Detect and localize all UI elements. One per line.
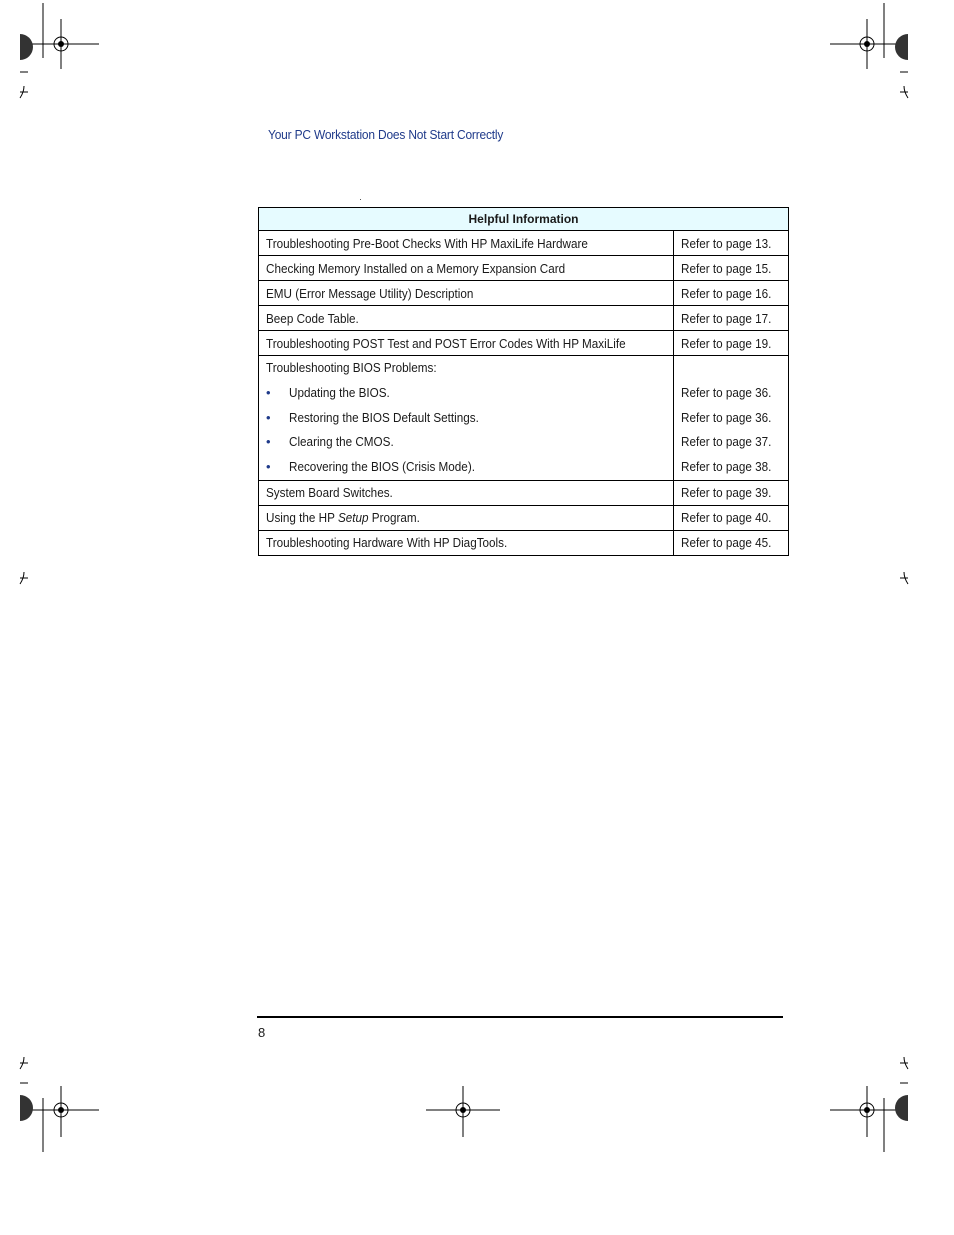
page-reference: Refer to page 16.	[680, 285, 771, 301]
page-reference: Refer to page 17.	[680, 310, 771, 326]
row-topic: Troubleshooting Pre-Boot Checks With HP MaxiLife Hardware	[266, 235, 588, 251]
footer-rule	[257, 1016, 783, 1018]
row-topic: Troubleshooting Hardware With HP DiagTools.	[266, 535, 508, 551]
page-reference: Refer to page 40.	[680, 510, 771, 526]
row-topic: Using the HP Setup Program.	[266, 510, 420, 526]
helpful-information-table	[258, 207, 789, 556]
list-item: • Clearing the CMOS.	[266, 430, 666, 455]
page-reference: Refer to page 13.	[680, 235, 771, 251]
list-item: • Updating the BIOS.	[266, 381, 666, 406]
setup-program-name: Setup	[337, 510, 369, 526]
page-reference: Refer to page 36.	[680, 409, 771, 425]
row-topic: EMU (Error Message Utility) Description	[266, 285, 474, 301]
row-topic: Beep Code Table.	[266, 310, 359, 326]
page-reference: Refer to page 45.	[680, 535, 771, 551]
table-header-row	[259, 208, 789, 231]
bullet-icon: •	[266, 459, 271, 475]
row-topic: System Board Switches.	[266, 485, 393, 501]
stray-dot	[360, 199, 361, 200]
list-item: • Restoring the BIOS Default Settings.	[266, 406, 666, 431]
table-row	[259, 231, 789, 256]
table-row-bios	[259, 356, 789, 481]
row-topic: Troubleshooting POST Test and POST Error Codes With HP MaxiLife	[266, 335, 626, 351]
page-reference: Refer to page 39.	[680, 485, 771, 501]
table-heading: Helpful Information	[259, 208, 789, 231]
list-item: • Recovering the BIOS (Crisis Mode).	[266, 455, 666, 480]
table-row	[259, 480, 789, 505]
table-row	[259, 281, 789, 306]
page-reference: Refer to page 19.	[680, 335, 771, 351]
table-row	[259, 306, 789, 331]
page-reference: Refer to page 38.	[680, 459, 771, 475]
bullet-icon: •	[266, 409, 271, 425]
page-reference: Refer to page 37.	[680, 434, 771, 450]
running-head-title: Your PC Workstation Does Not Start Correctly	[268, 127, 504, 142]
page-number: 8	[258, 1025, 266, 1040]
table-row	[259, 530, 789, 555]
page-reference: Refer to page 36.	[680, 384, 771, 400]
page-reference: Refer to page 15.	[680, 260, 771, 276]
row-topic: Checking Memory Installed on a Memory Expansion Card	[266, 260, 566, 276]
table-row	[259, 505, 789, 530]
table-row	[259, 256, 789, 281]
bios-section-title: Troubleshooting BIOS Problems:	[266, 360, 437, 375]
bullet-icon: •	[266, 434, 271, 450]
bullet-icon: •	[266, 384, 271, 400]
table-row	[259, 331, 789, 356]
